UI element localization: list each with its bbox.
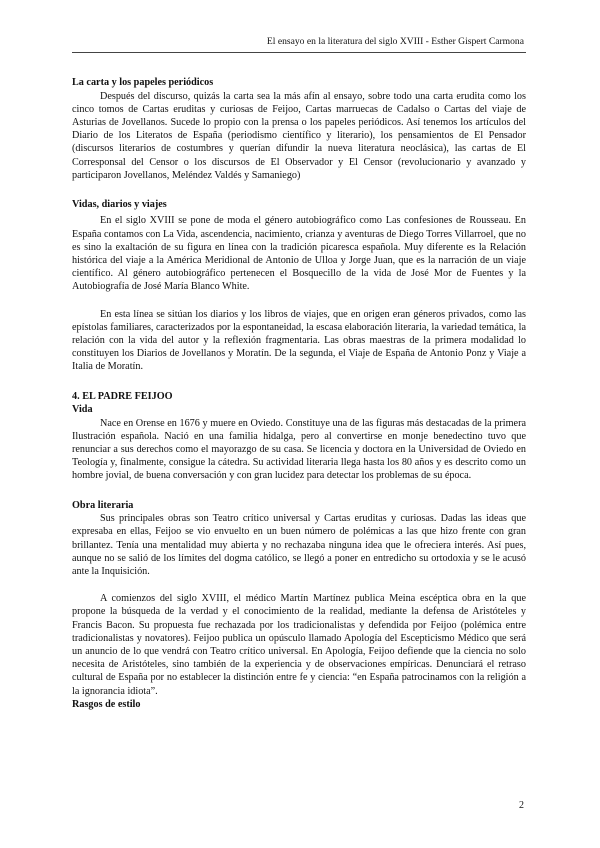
chapter-heading-feijoo: 4. EL PADRE FEIJOO <box>72 390 173 402</box>
subheading-obra: Obra literaria <box>72 499 134 511</box>
subheading-vida: Vida <box>72 404 93 416</box>
subheading-rasgos: Rasgos de estilo <box>72 698 141 710</box>
page-number: 2 <box>519 800 524 811</box>
paragraph-obra-2: A comienzos del siglo XVIII, el médico Martín Martínez publica Meina escéptica obra en la que propone la búsqueda de la verdad y el conocimiento de la realidad, mediante la defensa de Aristóteles y Francis Bacon. Su propuesta fue rechazada por los tradicionalistas y defendida por Feijoo (polémica entre tradicionalistas y novatores). Feijoo publica un opúsculo llamado Apología del Escepticismo Médico que será un anuncio de lo que vendrá con Teatro crítico universal. En Apología, Feijoo defiende que la ciencia no solo necesita de Aristóteles, sino también de la experiencia y de observaciones empíricas. Denunciará el retraso cultural de España por no establecer la distinción entre fe y ciencia: “en España patrocinamos con la religión a la ignorancia idiota”. <box>72 593 526 697</box>
paragraph-vidas-1: En el siglo XVIII se pone de moda el género autobiográfico como Las confesiones de Rousseau. En España contamos con La Vida, ascendencia, nacimiento, crianza y aventuras de Diego Torres Villarroel, que no es sino la exaltación de su figura en línea con la tradición picaresca española. Muy diferente es la Relación histórica del viaje a la América Meridional de Antonio de Ulloa y Jorge Juan, que es la narración de un viaje científico. Al género autobiográfico pertenecen el Bosquecillo de la vida de José Mor de Fuentes y la Autobiografía de José María Blanco White. <box>72 215 526 293</box>
paragraph-vida: Nace en Orense en 1676 y muere en Oviedo. Constituye una de las figuras más destacadas de la primera Ilustración española. Nació en una familia hidalga, pero al convertirse en monje benedectino tuvo que renunciar a sus derechos como el mayorazgo de su casa. Se licencia y doctora en la Universidad de Oviedo en Teología y, finalmente, consigue la cátedra. Su actividad literaria llega hasta los 80 años y es descrito como un hombre jovial, de buena conversación y con gran lucidez para detectar los problemas de su época. <box>72 417 526 482</box>
paragraph-obra-1: Sus principales obras son Teatro crítico universal y Cartas eruditas y curiosas. Dadas las ideas que expresaba en ellas, Feijoo se vio envuelto en un buen número de polémicas a las que hizo frente con gran brillantez. Tenía una mentalidad muy abierta y no rechazaba ninguna idea que le ofreciera interés. Así pues, aunque no se salió de los límites del dogma católico, se llegó a poner en entredicho su ortodoxia y se le acusó ante la Inquisición. <box>72 513 526 577</box>
paragraph-vidas-2: En esta línea se sitúan los diarios y los libros de viajes, que en origen eran géneros privados, como las epístolas familiares, caracterizados por la espontaneidad, la escasa elaboración literaria, la variedad temática, la relación con la vida del autor y la reflexión fragmentaria. Las obras maestras de la primera modalidad lo constituyen los Diarios de Jovellanos y Moratín. De la segunda, el Viaje de España de Antonio Ponz y Viaje a Italia de Moratín. <box>72 308 526 373</box>
document-page <box>72 36 526 711</box>
running-header: El ensayo en la literatura del siglo XVIII - Esther Gispert Carmona <box>72 36 526 53</box>
paragraph-carta: Después del discurso, quizás la carta sea la más afín al ensayo, sobre todo una carta erudita como los cinco tomos de Cartas eruditas y curiosas de Feijoo, Cartas marruecas de Cadalso o Cartas del viaje de Asturias de Jovellanos. Sucede lo propio con la prensa o los papeles periódicos. Así tenemos los artículos del Diario de los Literatos de España (periodismo científico y literario), los pensamientos de El Pensador (discursos literarios de costumbres y querían difundir la nueva literatura neoclásica), las cartas de El Corresponsal del Censor o los discursos de El Observador y El Censor (revolucionario y avanzado y participaron Jovellanos, Meléndez Valdés y Samaniego) <box>72 90 526 181</box>
section-heading-vidas: Vidas, diarios y viajes <box>72 198 167 210</box>
section-heading-carta: La carta y los papeles periódicos <box>72 77 214 88</box>
